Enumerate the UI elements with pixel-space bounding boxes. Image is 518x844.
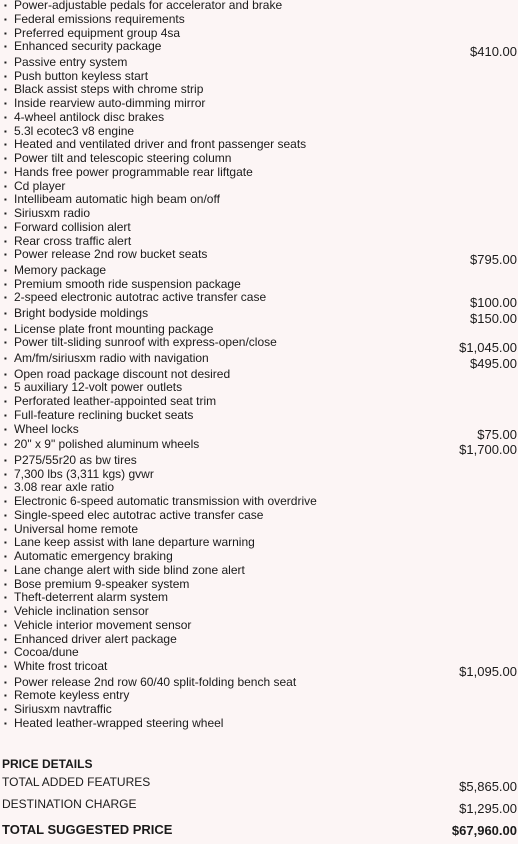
bullet-icon: ▪ — [4, 662, 7, 671]
bullet-icon: ▪ — [4, 705, 7, 715]
feature-row — [0, 591, 518, 605]
bullet-icon: ▪ — [4, 236, 7, 246]
feature-row — [0, 421, 518, 442]
total-suggested-price-label: TOTAL SUGGESTED PRICE — [2, 822, 173, 837]
bullet-icon: ▪ — [4, 410, 7, 420]
feature-row — [0, 278, 518, 292]
bullet-icon: ▪ — [4, 552, 7, 561]
feature-name: Vehicle inclination sensor — [14, 604, 149, 618]
feature-name: Enhanced driver alert package — [14, 631, 177, 646]
feature-price: $410.00 — [470, 44, 517, 60]
feature-row — [0, 454, 518, 468]
feature-price: $495.00 — [470, 355, 517, 371]
feature-name: Heated and ventilated driver and front passenger seats — [14, 137, 307, 152]
bullet-icon: ▪ — [4, 424, 7, 434]
bullet-icon: ▪ — [4, 14, 7, 24]
feature-name: Am/fm/siriusxm radio with navigation — [14, 350, 209, 365]
price-details-heading: PRICE DETAILS — [2, 757, 93, 771]
feature-name: Perforated leather-appointed seat trim — [14, 394, 217, 409]
feature-price: $1,045.00 — [459, 340, 517, 356]
feature-row — [0, 646, 518, 660]
feature-price: $75.00 — [477, 426, 517, 442]
bullet-icon: ▪ — [4, 222, 7, 232]
feature-name: P275/55r20 as bw tires — [14, 452, 137, 467]
feature-row — [0, 335, 518, 356]
feature-row — [0, 97, 518, 111]
bullet-icon: ▪ — [4, 154, 7, 164]
bullet-icon: ▪ — [4, 338, 7, 348]
feature-name: Push button keyless start — [14, 68, 149, 83]
feature-row — [0, 676, 518, 690]
bullet-icon: ▪ — [4, 397, 7, 407]
bullet-icon: ▪ — [4, 497, 7, 506]
feature-name: Bose premium 9-speaker system — [14, 576, 190, 591]
feature-name: Power release 2nd row 60/40 split-folding bench seat — [14, 674, 297, 689]
feature-row — [0, 633, 518, 647]
feature-row — [0, 264, 518, 278]
feature-row — [0, 323, 518, 337]
total-added-features-value: $5,865.00 — [459, 779, 517, 794]
feature-row — [0, 481, 518, 495]
feature-name: Black assist steps with chrome strip — [14, 82, 204, 97]
feature-price: $100.00 — [470, 295, 517, 311]
bullet-icon: ▪ — [4, 99, 7, 109]
feature-name: Full-feature reclining bucket seats — [14, 407, 194, 422]
feature-row — [0, 70, 518, 84]
feature-name: White frost tricoat — [14, 659, 108, 673]
feature-row — [0, 56, 518, 70]
feature-name: Federal emissions requirements — [14, 11, 185, 26]
bullet-icon: ▪ — [4, 510, 7, 520]
feature-row — [0, 495, 518, 509]
destination-charge-value: $1,295.00 — [459, 801, 517, 816]
feature-name: Premium smooth ride suspension package — [14, 276, 241, 291]
bullet-icon: ▪ — [4, 718, 7, 728]
bullet-icon: ▪ — [4, 195, 7, 205]
bullet-icon: ▪ — [4, 250, 7, 260]
bullet-icon: ▪ — [4, 383, 7, 393]
feature-name: Power-adjustable pedals for accelerator and brake — [14, 0, 283, 12]
feature-price: $1,700.00 — [459, 442, 517, 458]
feature-row — [0, 381, 518, 395]
feature-name: Universal home remote — [14, 521, 139, 536]
feature-name: Single-speed elec autotrac active transfer case — [14, 507, 264, 522]
bullet-icon: ▪ — [4, 126, 7, 136]
bullet-icon: ▪ — [4, 181, 7, 191]
bullet-icon: ▪ — [4, 293, 7, 303]
feature-row — [0, 290, 518, 311]
total-suggested-price-value: $67,960.00 — [451, 823, 517, 838]
feature-row — [0, 395, 518, 409]
feature-row — [0, 619, 518, 633]
bullet-icon: ▪ — [4, 57, 7, 67]
feature-name: Lane keep assist with lane departure warning — [14, 535, 255, 550]
feature-name: Automatic emergency braking — [14, 549, 173, 563]
feature-row — [0, 152, 518, 166]
feature-name: Open road package discount not desired — [14, 366, 231, 381]
feature-row — [0, 689, 518, 703]
feature-name: Cd player — [14, 178, 66, 193]
feature-name: Power release 2nd row bucket seats — [14, 247, 208, 262]
bullet-icon: ▪ — [4, 691, 7, 701]
feature-name: Hands free power programmable rear liftgate — [14, 164, 253, 179]
feature-name: Memory package — [14, 262, 107, 277]
feature-row — [0, 550, 518, 564]
total-suggested-price-row — [0, 822, 518, 844]
total-added-features-label: TOTAL ADDED FEATURES — [2, 775, 151, 789]
bullet-icon: ▪ — [4, 440, 7, 450]
feature-name: Remote keyless entry — [14, 688, 130, 703]
bullet-icon: ▪ — [4, 538, 7, 548]
feature-row — [0, 180, 518, 194]
feature-name: 2-speed electronic autotrac active transfer case — [14, 290, 267, 305]
feature-name: Vehicle interior movement sensor — [14, 617, 192, 632]
feature-name: Heated leather-wrapped steering wheel — [14, 715, 224, 730]
feature-name: Forward collision alert — [14, 219, 131, 234]
feature-name: Bright bodyside moldings — [14, 306, 149, 321]
feature-row — [0, 523, 518, 537]
feature-name: Wheel locks — [14, 421, 79, 436]
feature-row — [0, 247, 518, 268]
feature-name: Power tilt and telescopic steering column — [14, 151, 232, 166]
feature-row — [0, 659, 518, 679]
feature-name: Theft-deterrent alarm system — [14, 590, 169, 605]
destination-charge-label: DESTINATION CHARGE — [2, 797, 137, 811]
feature-row — [0, 509, 518, 523]
feature-row — [0, 368, 518, 382]
bullet-icon: ▪ — [4, 112, 7, 122]
feature-row — [0, 166, 518, 180]
feature-row — [0, 207, 518, 221]
feature-name: Cocoa/dune — [14, 645, 79, 660]
bullet-icon: ▪ — [4, 593, 7, 603]
destination-charge-row — [0, 797, 518, 819]
bullet-icon: ▪ — [4, 28, 7, 38]
bullet-icon: ▪ — [4, 140, 7, 150]
bullet-icon: ▪ — [4, 579, 7, 589]
bullet-icon: ▪ — [4, 85, 7, 95]
feature-row — [0, 83, 518, 97]
feature-name: License plate front mounting package — [14, 321, 214, 336]
bullet-icon: ▪ — [4, 620, 7, 630]
bullet-icon: ▪ — [4, 524, 7, 534]
feature-row — [0, 717, 518, 731]
bullet-icon: ▪ — [4, 607, 7, 616]
bullet-icon: ▪ — [4, 42, 7, 52]
bullet-icon: ▪ — [4, 209, 7, 219]
bullet-icon: ▪ — [4, 1, 7, 10]
bullet-icon: ▪ — [4, 309, 7, 319]
feature-row — [0, 13, 518, 27]
feature-row — [0, 235, 518, 249]
feature-name: 5.3l ecotec3 v8 engine — [14, 123, 135, 138]
feature-row — [0, 306, 518, 327]
bullet-icon: ▪ — [4, 455, 7, 465]
feature-row — [0, 111, 518, 125]
feature-row — [0, 536, 518, 550]
feature-name: 4-wheel antilock disc brakes — [14, 109, 165, 124]
feature-row — [0, 564, 518, 578]
feature-name: Siriusxm radio — [14, 206, 91, 221]
bullet-icon: ▪ — [4, 648, 7, 658]
feature-name: Lane change alert with side blind zone alert — [14, 562, 245, 577]
feature-name: Siriusxm navtraffic — [14, 702, 112, 717]
feature-price: $1,095.00 — [459, 664, 517, 679]
bullet-icon: ▪ — [4, 265, 7, 275]
feature-row — [0, 578, 518, 592]
feature-name: Intellibeam automatic high beam on/off — [14, 192, 220, 207]
feature-row — [0, 468, 518, 482]
bullet-icon: ▪ — [4, 483, 7, 493]
feature-name: 5 auxiliary 12-volt power outlets — [14, 380, 183, 395]
feature-row — [0, 350, 518, 371]
feature-name: Preferred equipment group 4sa — [14, 25, 181, 40]
bullet-icon: ▪ — [4, 279, 7, 289]
feature-row — [0, 703, 518, 717]
bullet-icon: ▪ — [4, 469, 7, 479]
feature-row — [0, 221, 518, 235]
feature-price: $795.00 — [470, 252, 517, 268]
feature-row — [0, 27, 518, 41]
feature-row — [0, 125, 518, 139]
feature-row — [0, 605, 518, 619]
bullet-icon: ▪ — [4, 369, 7, 379]
feature-price: $150.00 — [470, 311, 517, 327]
feature-name: 20" x 9" polished aluminum wheels — [14, 437, 200, 452]
feature-name: Rear cross traffic alert — [14, 233, 132, 248]
feature-name: 3.08 rear axle ratio — [14, 480, 115, 495]
feature-name: Enhanced security package — [14, 39, 162, 54]
feature-name: Inside rearview auto-dimming mirror — [14, 96, 206, 111]
feature-name: Power tilt-sliding sunroof with express-open/close — [14, 335, 277, 350]
bullet-icon: ▪ — [4, 71, 7, 81]
feature-row — [0, 0, 518, 13]
bullet-icon: ▪ — [4, 167, 7, 177]
feature-name: Passive entry system — [14, 54, 128, 69]
feature-row — [0, 437, 518, 458]
feature-row — [0, 409, 518, 423]
feature-row — [0, 39, 518, 60]
feature-name: Electronic 6-speed automatic transmission with overdrive — [14, 494, 317, 508]
bullet-icon: ▪ — [4, 634, 7, 644]
bullet-icon: ▪ — [4, 353, 7, 363]
feature-row — [0, 193, 518, 207]
bullet-icon: ▪ — [4, 565, 7, 575]
feature-row — [0, 138, 518, 152]
bullet-icon: ▪ — [4, 324, 7, 334]
total-added-features-row — [0, 775, 518, 797]
bullet-icon: ▪ — [4, 677, 7, 687]
feature-name: 7,300 lbs (3,311 kgs) gvwr — [14, 466, 154, 481]
